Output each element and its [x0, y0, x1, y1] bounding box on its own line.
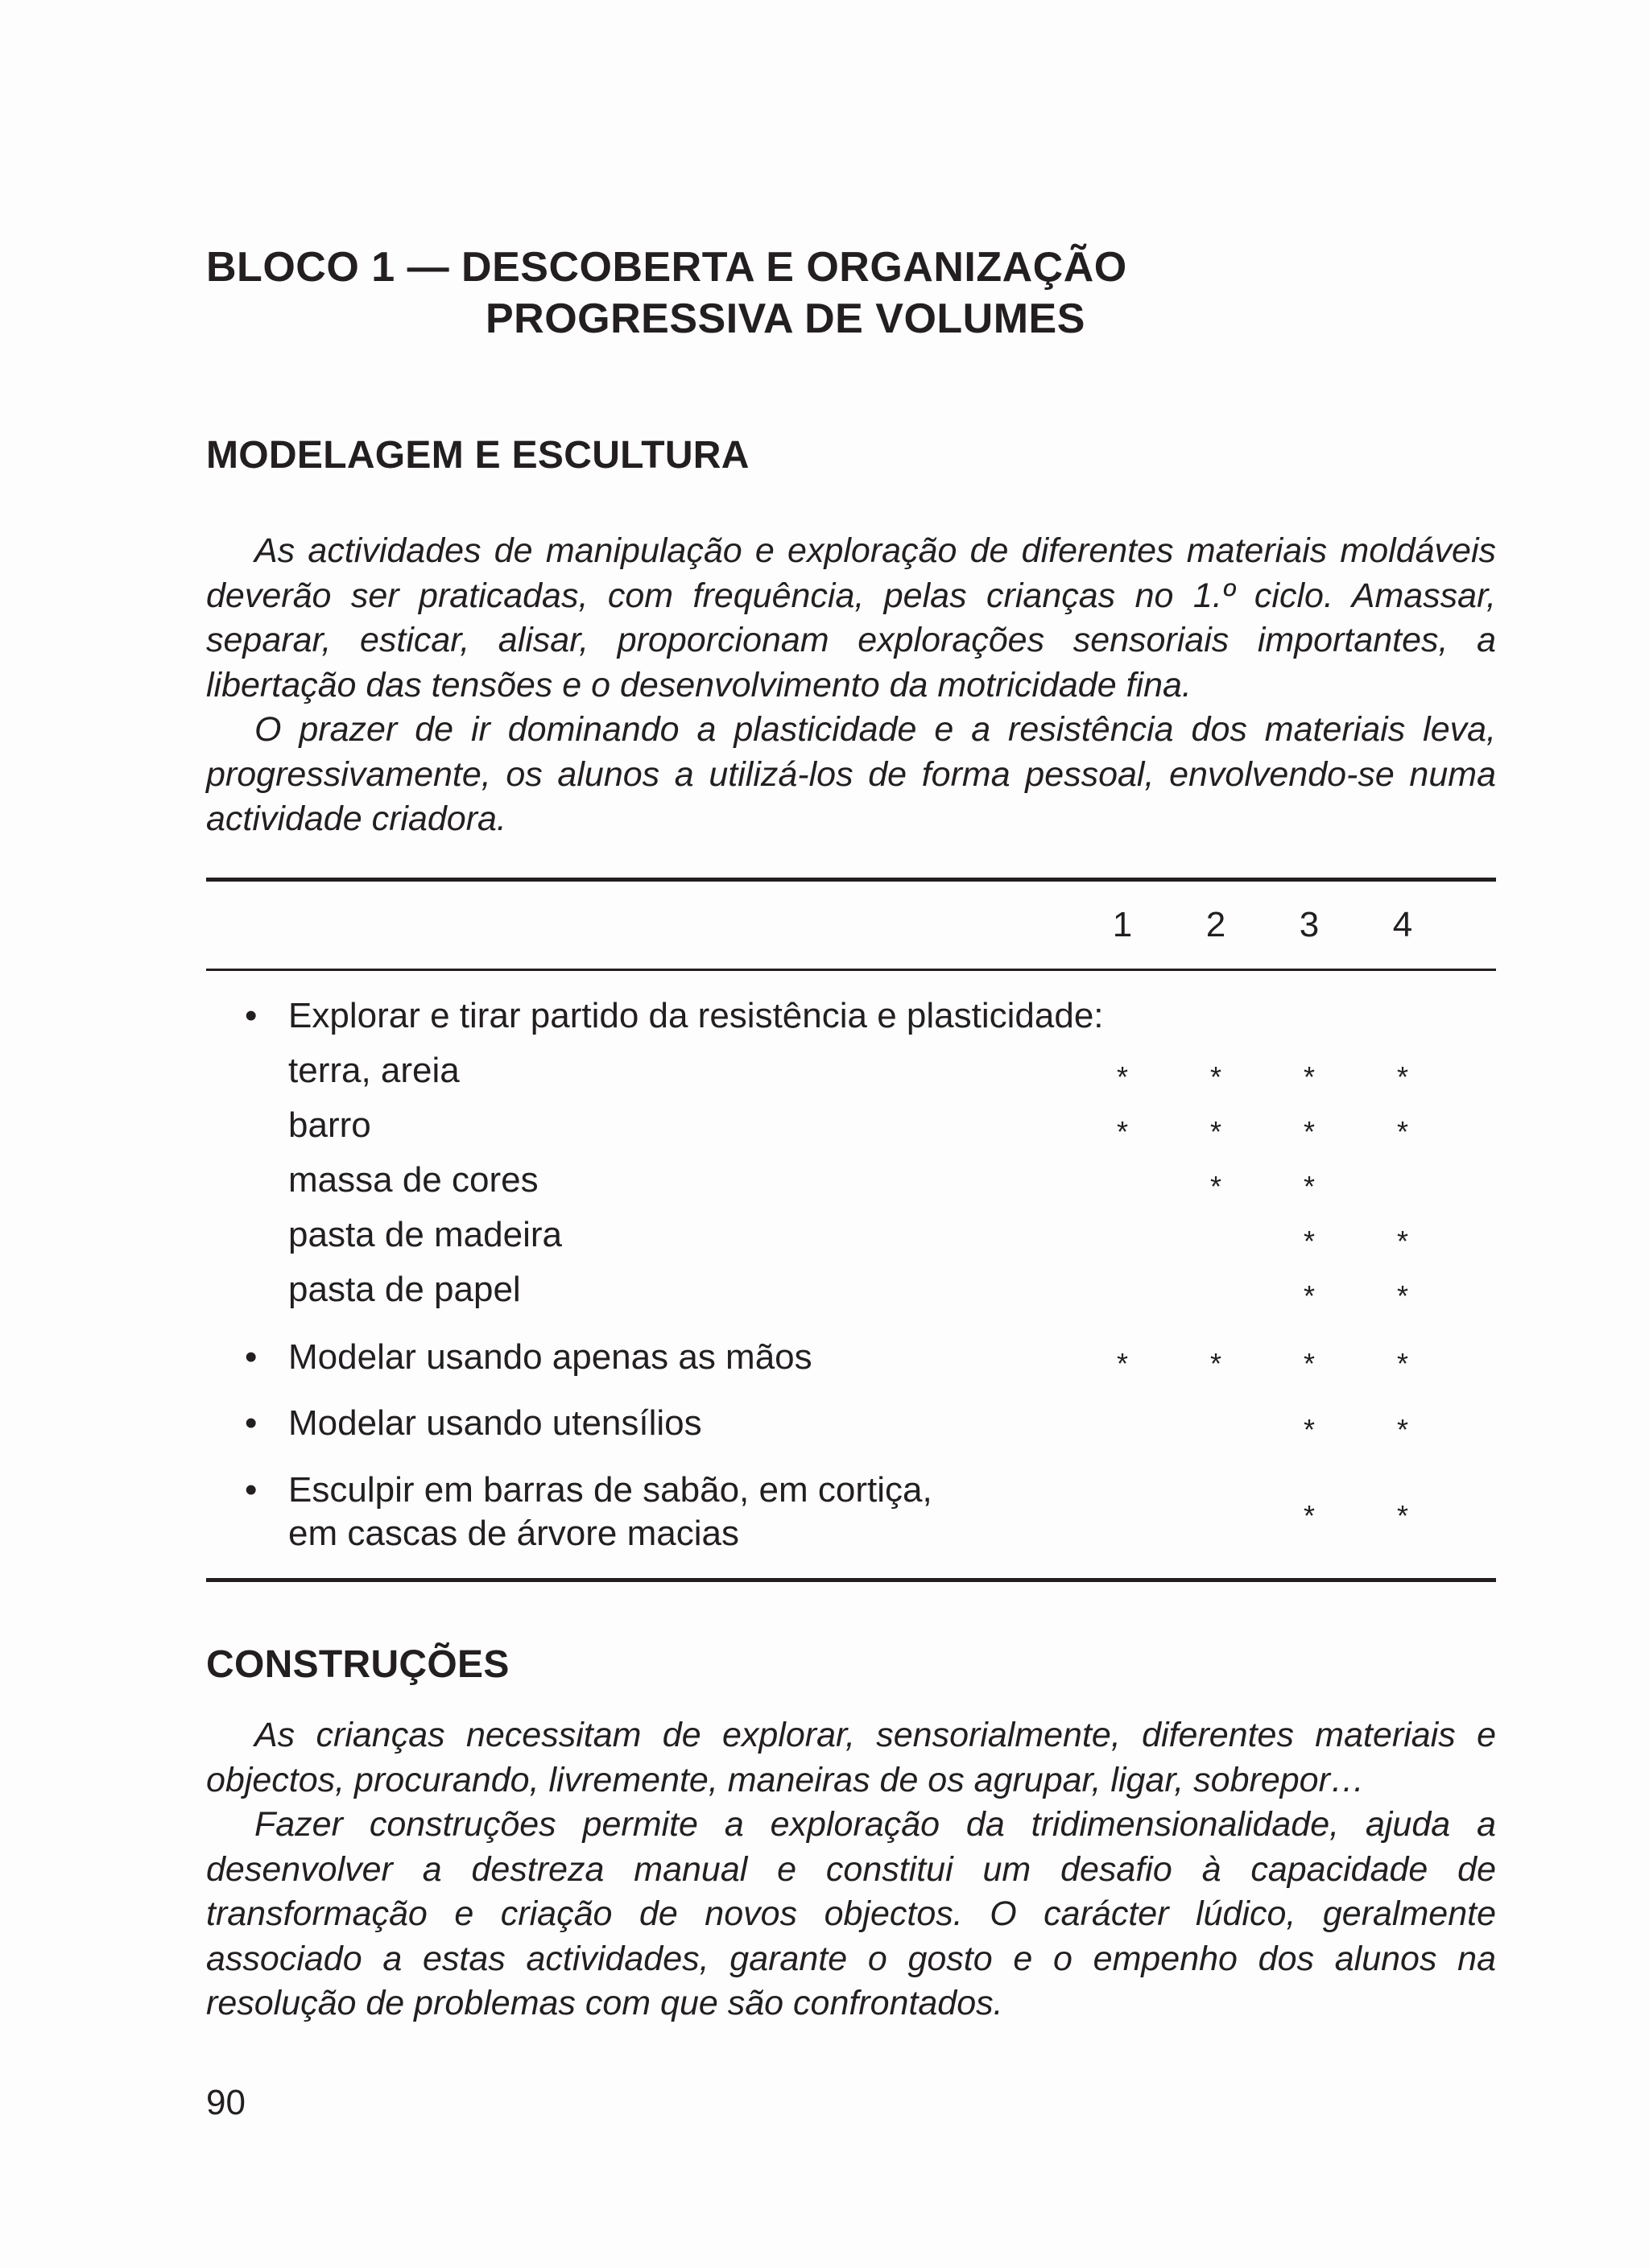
table-mark-col-4: * — [1396, 1413, 1408, 1446]
table-row-label: Modelar usando apenas as mãos — [288, 1337, 812, 1377]
section2-paragraph-1: As crianças necessitam de explorar, sensorialmente, diferentes materiais e objectos, procurando, livremente, maneiras de os agrupar, ligar, sobrepor… — [206, 1716, 1496, 1799]
table-mark-col-1: * — [1116, 1115, 1128, 1148]
column-header-2: 2 — [1205, 905, 1226, 944]
table-mark-col-1: * — [1116, 1347, 1128, 1380]
section2-paragraph-2: Fazer construções permite a exploração da tridimensionalidade, ajuda a desenvolver a destreza manual e constitui um desafio à capacidade de transformação e criação de novos objectos. O carácter lúdico, geralmente associado a estas actividades, garante o gosto e o empenho dos alunos na resolução de problemas com que são confrontados. — [206, 1805, 1496, 2022]
table-mark-col-3: * — [1303, 1115, 1315, 1148]
table-mark-col-4: * — [1396, 1225, 1408, 1258]
table-mark-col-4: * — [1396, 1499, 1408, 1532]
table-mark-col-2: * — [1209, 1347, 1221, 1380]
section1-paragraph-1: As actividades de manipulação e exploração de diferentes materiais moldáveis deverão ser praticadas, com frequência, pelas crianças no 1.º ciclo. Amassar, separar, esticar, alisar, proporcionam explorações sensoriais importantes, a libertação das tensões e o desenvolvimento da motricidade fina. — [206, 531, 1496, 704]
table-mark-col-3: * — [1303, 1347, 1315, 1380]
column-header-3: 3 — [1299, 905, 1320, 944]
table-mark-col-3: * — [1303, 1279, 1315, 1312]
table-mark-col-3: * — [1303, 1170, 1315, 1203]
table-row-label: barro — [288, 1105, 371, 1145]
bullet-icon: • — [245, 1403, 258, 1443]
table-mark-col-4: * — [1396, 1279, 1408, 1312]
table-mark-col-3: * — [1303, 1060, 1315, 1093]
table-mark-col-3: * — [1303, 1499, 1315, 1532]
section1-paragraph-2: O prazer de ir dominando a plasticidade e a resistência dos materiais leva, progressivamente, os alunos a utilizá-los de forma pessoal, envolvendo-se numa actividade criadora. — [206, 710, 1496, 838]
section-title-construcoes: CONSTRUÇÕES — [206, 1643, 510, 1686]
page-number: 90 — [206, 2083, 246, 2122]
table-bottom-rule — [206, 1578, 1496, 1582]
table-row-label: terra, areia — [288, 1051, 460, 1090]
table-mark-col-2: * — [1209, 1170, 1221, 1203]
table-mark-col-4: * — [1396, 1060, 1408, 1093]
table-row-label: massa de cores — [288, 1160, 539, 1200]
bullet-icon: • — [245, 1337, 258, 1377]
bullet-icon: • — [245, 1470, 258, 1510]
table-row-label: Explorar e tirar partido da resistência e plasticidade: — [288, 996, 1104, 1035]
column-header-4: 4 — [1392, 905, 1413, 944]
section-title-modelagem: MODELAGEM E ESCULTURA — [206, 434, 750, 477]
table-header-rule — [206, 969, 1496, 971]
column-header-1: 1 — [1112, 905, 1133, 944]
table-mark-col-3: * — [1303, 1413, 1315, 1446]
table-top-rule — [206, 878, 1496, 882]
table-mark-col-4: * — [1396, 1347, 1408, 1380]
table-mark-col-1: * — [1116, 1060, 1128, 1093]
block-heading-line-1: BLOCO 1 — DESCOBERTA E ORGANIZAÇÃO — [206, 244, 1127, 291]
block-heading-line-2: PROGRESSIVA DE VOLUMES — [486, 295, 1085, 342]
table-mark-col-3: * — [1303, 1225, 1315, 1258]
table-mark-col-2: * — [1209, 1060, 1221, 1093]
table-row-label: Esculpir em barras de sabão, em cortiça, em cascas de árvore macias — [288, 1470, 932, 1553]
table-mark-col-4: * — [1396, 1115, 1408, 1148]
table-row-label: pasta de madeira — [288, 1215, 562, 1254]
table-row-label: pasta de papel — [288, 1270, 521, 1309]
table-mark-col-2: * — [1209, 1115, 1221, 1148]
block-heading — [206, 242, 1127, 345]
bullet-icon: • — [245, 996, 258, 1035]
table-row-label: Modelar usando utensílios — [288, 1403, 702, 1443]
